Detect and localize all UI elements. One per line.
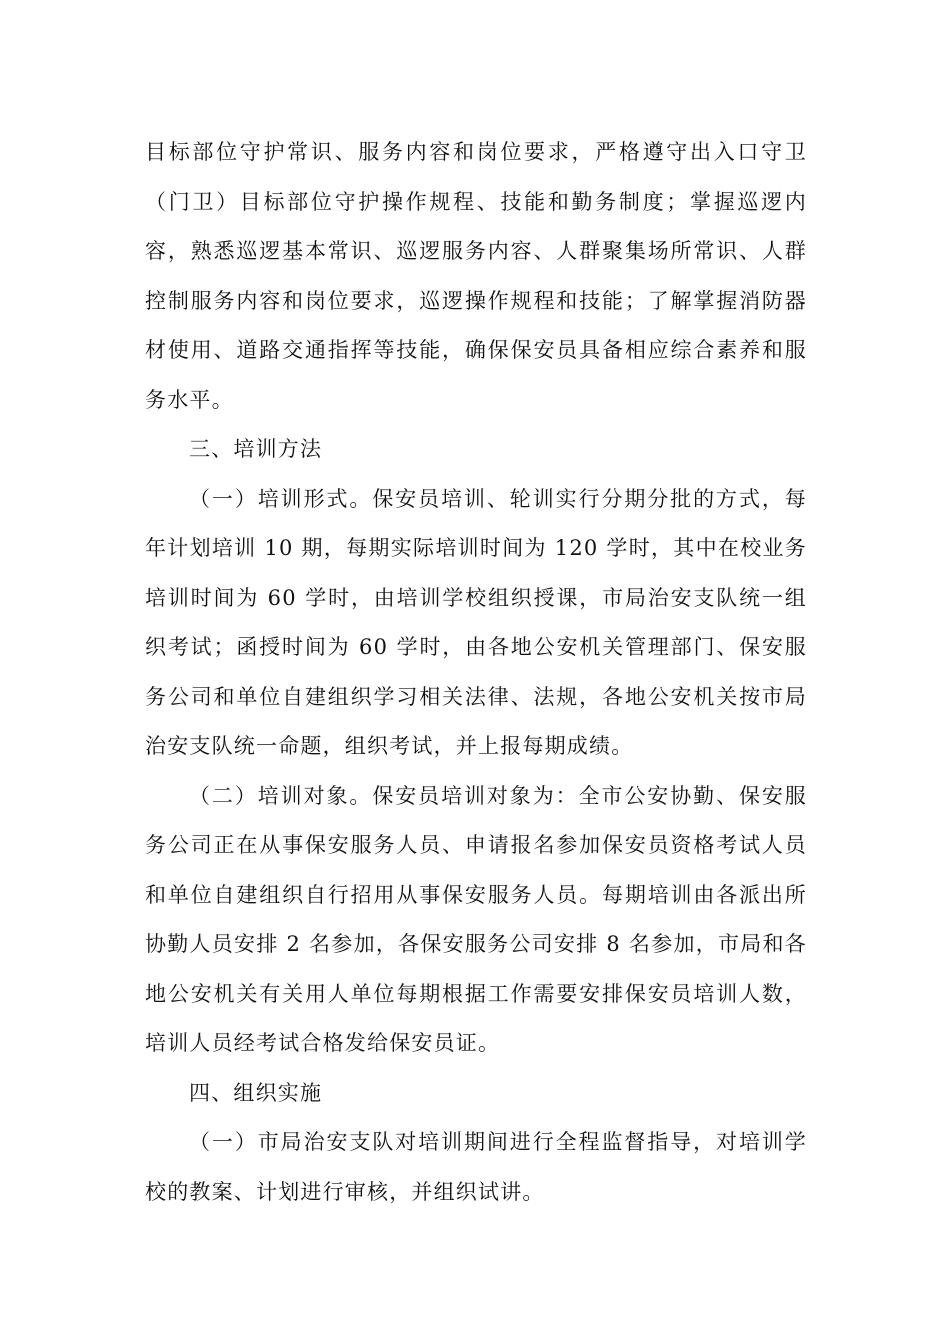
document-body <box>145 128 807 1217</box>
section-heading-implementation: 四、组织实施 <box>189 1080 323 1105</box>
paragraph-continuation: 目标部位守护常识、服务内容和岗位要求，严格遵守出入口守卫（门卫）目标部位守护操作规程、技能和勤务制度；掌握巡逻内容，熟悉巡逻基本常识、巡逻服务内容、人群聚集场所常识、人群控制服务内容和岗位要求，巡逻操作规程和技能；了解掌握消防器材使用、道路交通指挥等技能，确保保安员具备相应综合素养和服务水平。 <box>145 140 807 412</box>
paragraph-training-targets: （二）培训对象。保安员培训对象为：全市公安协勤、保安服务公司正在从事保安服务人员、申请报名参加保安员资格考试人员和单位自建组织自行招用从事保安服务人员。每期培训由各派出所协勤人员安排 2 名参加，各保安服务公司安排 8 名参加，市局和各地公安机关有关用人单位每期根据工作需要安排保安员培训人数，培训人员经考试合格发给保安员证。 <box>145 783 807 1055</box>
paragraph-supervision: （一）市局治安支队对培训期间进行全程监督指导，对培训学校的教案、计划进行审核，并组织试讲。 <box>145 1130 807 1204</box>
paragraph-training-format: （一）培训形式。保安员培训、轮训实行分期分批的方式，每年计划培训 10 期，每期实际培训时间为 120 学时，其中在校业务培训时间为 60 学时，由培训学校组织授课，市局治安支队统一组织考试；函授时间为 60 学时，由各地公安机关管理部门、保安服务公司和单位自建组织学习相关法律、法规，各地公安机关按市局治安支队统一命题，组织考试，并上报每期成绩。 <box>145 486 807 758</box>
section-heading-training-methods: 三、培训方法 <box>189 437 323 461</box>
